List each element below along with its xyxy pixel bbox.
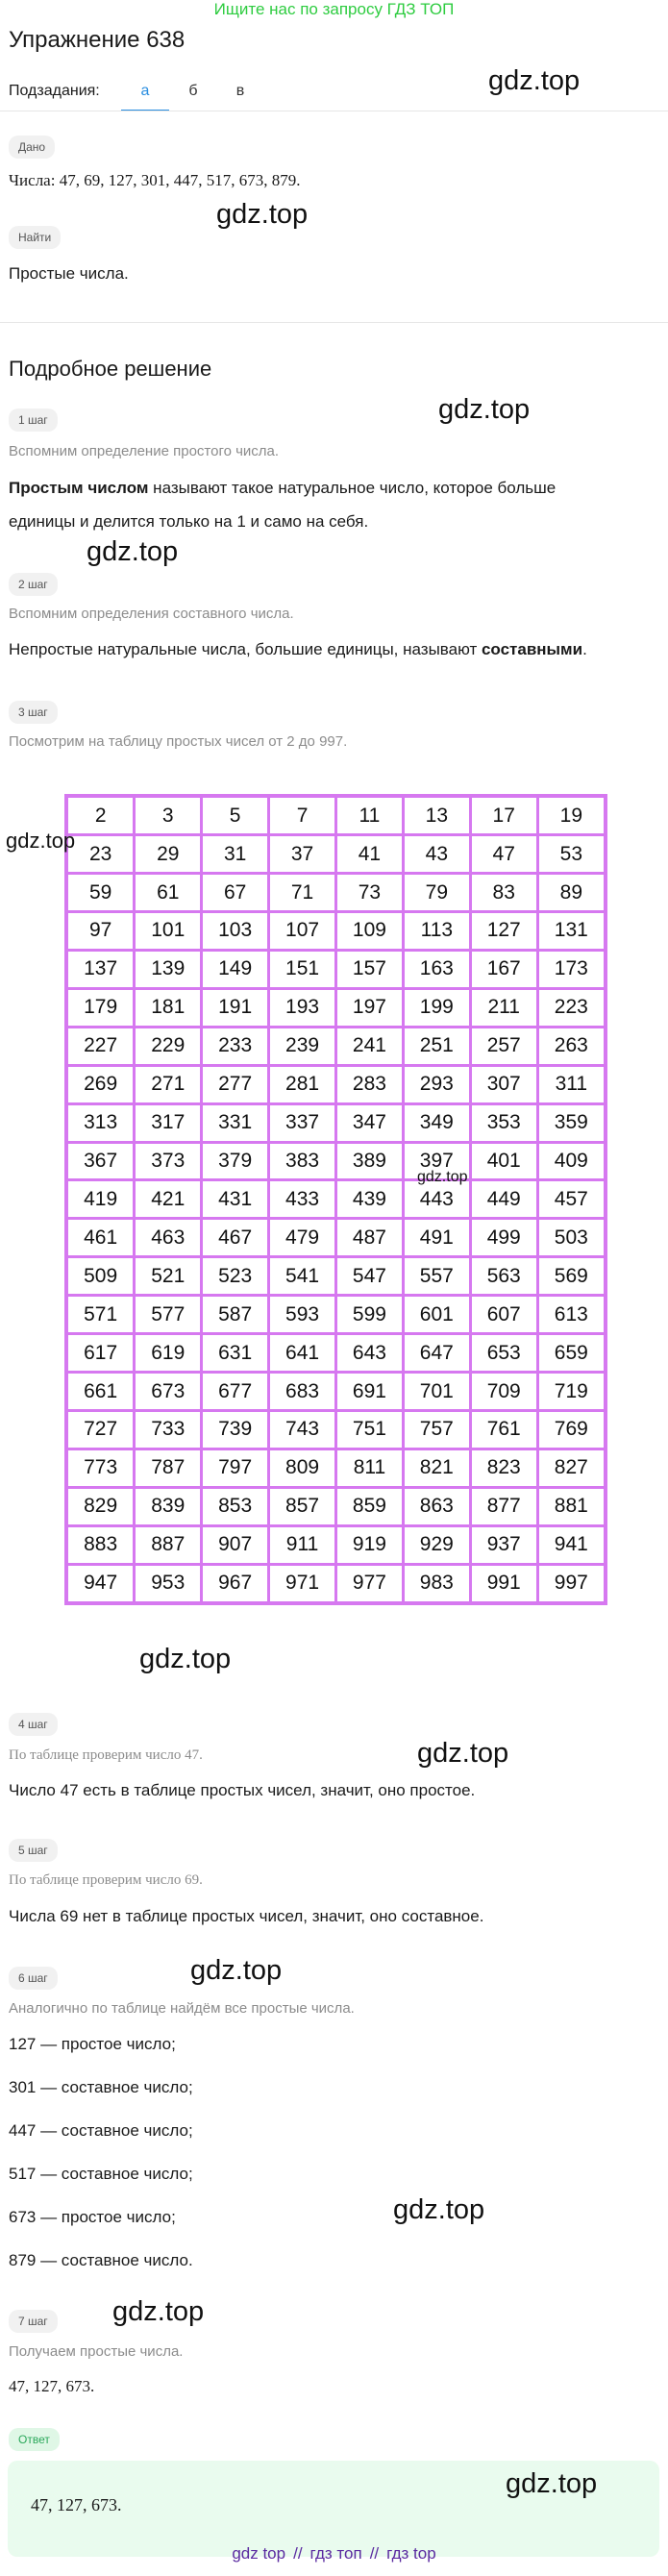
prime-cell: 239 bbox=[269, 1027, 336, 1065]
result-line: 301 — составное число; bbox=[9, 2078, 193, 2096]
primes-row bbox=[66, 1410, 606, 1449]
watermark: gdz.top bbox=[112, 2296, 205, 2327]
prime-cell: 919 bbox=[335, 1525, 403, 1564]
prime-cell: 571 bbox=[66, 1296, 135, 1334]
step-1-badge-wrap bbox=[9, 409, 58, 432]
prime-cell: 59 bbox=[66, 874, 135, 912]
prime-cell: 829 bbox=[66, 1487, 135, 1525]
prime-cell: 271 bbox=[135, 1065, 202, 1103]
find-badge: Найти bbox=[9, 226, 61, 249]
find-text: Простые числа. bbox=[9, 264, 129, 283]
prime-cell: 3 bbox=[135, 796, 202, 835]
prime-cell: 647 bbox=[403, 1334, 470, 1373]
prime-cell: 257 bbox=[470, 1027, 537, 1065]
prime-cell: 389 bbox=[335, 1142, 403, 1180]
prime-cell: 383 bbox=[269, 1142, 336, 1180]
prime-cell: 61 bbox=[135, 874, 202, 912]
prime-cell: 509 bbox=[66, 1257, 135, 1296]
prime-cell: 37 bbox=[269, 835, 336, 874]
given-text: Числа: 47, 69, 127, 301, 447, 517, 673, 879. bbox=[9, 171, 301, 189]
prime-cell: 283 bbox=[335, 1065, 403, 1103]
prime-cell: 839 bbox=[135, 1487, 202, 1525]
prime-cell: 953 bbox=[135, 1564, 202, 1603]
prime-cell: 887 bbox=[135, 1525, 202, 1564]
prime-cell: 593 bbox=[269, 1296, 336, 1334]
answer-badge: Ответ bbox=[9, 2428, 60, 2451]
watermark: gdz.top bbox=[417, 1738, 509, 1769]
prime-cell: 241 bbox=[335, 1027, 403, 1065]
subtasks-label: Подзадания: bbox=[9, 83, 100, 99]
primes-row bbox=[66, 796, 606, 835]
prime-cell: 229 bbox=[135, 1027, 202, 1065]
step-1-text-rest: называют такое натуральное число, которое больше bbox=[148, 479, 557, 497]
footer-link-gdz-top-ru[interactable]: гдз топ bbox=[309, 2544, 362, 2563]
prime-cell: 277 bbox=[202, 1065, 269, 1103]
prime-cell: 31 bbox=[202, 835, 269, 874]
prime-cell: 131 bbox=[537, 912, 606, 951]
step-7-hint: Получаем простые числа. bbox=[9, 2343, 184, 2360]
prime-cell: 743 bbox=[269, 1410, 336, 1449]
prime-cell: 547 bbox=[335, 1257, 403, 1296]
tab-subtask-v[interactable]: в bbox=[235, 83, 245, 99]
prime-cell: 997 bbox=[537, 1564, 606, 1603]
prime-cell: 587 bbox=[202, 1296, 269, 1334]
step-2-text-end: . bbox=[582, 640, 587, 658]
prime-cell: 251 bbox=[403, 1027, 470, 1065]
prime-cell: 773 bbox=[66, 1449, 135, 1487]
prime-cell: 13 bbox=[403, 796, 470, 835]
footer-separator: // bbox=[369, 2544, 380, 2563]
prime-cell: 739 bbox=[202, 1410, 269, 1449]
step-2-badge: 2 шаг bbox=[9, 573, 58, 596]
prime-cell: 149 bbox=[202, 950, 269, 988]
prime-cell: 137 bbox=[66, 950, 135, 988]
prime-cell: 353 bbox=[470, 1103, 537, 1142]
step-6-badge: 6 шаг bbox=[9, 1967, 58, 1990]
prime-cell: 307 bbox=[470, 1065, 537, 1103]
prime-cell: 577 bbox=[135, 1296, 202, 1334]
prime-cell: 47 bbox=[470, 835, 537, 874]
prime-term: Простым числом bbox=[9, 479, 149, 497]
prime-cell: 563 bbox=[470, 1257, 537, 1296]
prime-cell: 41 bbox=[335, 835, 403, 874]
prime-cell: 53 bbox=[537, 835, 606, 874]
prime-cell: 823 bbox=[470, 1449, 537, 1487]
prime-cell: 479 bbox=[269, 1219, 336, 1257]
tab-subtask-b[interactable]: б bbox=[188, 83, 198, 99]
prime-cell: 853 bbox=[202, 1487, 269, 1525]
prime-cell: 457 bbox=[537, 1180, 606, 1219]
prime-cell: 89 bbox=[537, 874, 606, 912]
prime-cell: 419 bbox=[66, 1180, 135, 1219]
find-badge-wrap bbox=[9, 226, 61, 249]
watermark: gdz.top bbox=[216, 199, 309, 230]
primes-row bbox=[66, 1564, 606, 1603]
step-2-text bbox=[9, 640, 587, 659]
prime-cell: 491 bbox=[403, 1219, 470, 1257]
prime-cell: 809 bbox=[269, 1449, 336, 1487]
prime-cell: 733 bbox=[135, 1410, 202, 1449]
step-3-hint: Посмотрим на таблицу простых чисел от 2 до 997. bbox=[9, 733, 348, 750]
primes-row bbox=[66, 1449, 606, 1487]
prime-cell: 877 bbox=[470, 1487, 537, 1525]
prime-cell: 199 bbox=[403, 988, 470, 1027]
prime-cell: 227 bbox=[66, 1027, 135, 1065]
prime-cell: 991 bbox=[470, 1564, 537, 1603]
step-5-text: Числа 69 нет в таблице простых чисел, значит, оно составное. bbox=[9, 1907, 484, 1925]
step-6-hint: Аналогично по таблице найдём все простые числа. bbox=[9, 2000, 355, 2017]
prime-cell: 421 bbox=[135, 1180, 202, 1219]
prime-cell: 757 bbox=[403, 1410, 470, 1449]
prime-cell: 607 bbox=[470, 1296, 537, 1334]
prime-cell: 181 bbox=[135, 988, 202, 1027]
prime-cell: 5 bbox=[202, 796, 269, 835]
prime-cell: 113 bbox=[403, 912, 470, 951]
primes-row bbox=[66, 1525, 606, 1564]
step-4-badge: 4 шаг bbox=[9, 1713, 58, 1736]
given-badge-wrap bbox=[9, 136, 55, 159]
prime-cell: 941 bbox=[537, 1525, 606, 1564]
watermark: gdz.top bbox=[417, 1169, 468, 1185]
primes-row bbox=[66, 1065, 606, 1103]
step-7-badge-wrap bbox=[9, 2310, 58, 2333]
prime-cell: 233 bbox=[202, 1027, 269, 1065]
result-line: 447 — составное число; bbox=[9, 2121, 193, 2140]
primes-table bbox=[64, 794, 607, 1605]
prime-cell: 619 bbox=[135, 1334, 202, 1373]
step-7-text: 47, 127, 673. bbox=[9, 2377, 95, 2395]
primes-row bbox=[66, 1487, 606, 1525]
prime-cell: 191 bbox=[202, 988, 269, 1027]
prime-cell: 43 bbox=[403, 835, 470, 874]
prime-cell: 709 bbox=[470, 1373, 537, 1411]
prime-cell: 857 bbox=[269, 1487, 336, 1525]
step-4-hint: По таблице проверим число 47. bbox=[9, 1747, 203, 1763]
answer-text: 47, 127, 673. bbox=[31, 2495, 122, 2514]
prime-cell: 197 bbox=[335, 988, 403, 1027]
prime-cell: 881 bbox=[537, 1487, 606, 1525]
prime-cell: 811 bbox=[335, 1449, 403, 1487]
prime-cell: 431 bbox=[202, 1180, 269, 1219]
primes-row bbox=[66, 874, 606, 912]
prime-cell: 617 bbox=[66, 1334, 135, 1373]
footer-link-gdz-top-mixed[interactable]: гдз top bbox=[386, 2544, 436, 2563]
prime-cell: 751 bbox=[335, 1410, 403, 1449]
divider bbox=[0, 322, 668, 323]
watermark: gdz.top bbox=[190, 1955, 283, 1986]
primes-row bbox=[66, 1180, 606, 1219]
step-7-badge: 7 шаг bbox=[9, 2310, 58, 2333]
prime-cell: 281 bbox=[269, 1065, 336, 1103]
top-banner[interactable]: Ищите нас по запросу ГДЗ ТОП bbox=[213, 0, 455, 18]
answer-badge-wrap bbox=[9, 2428, 60, 2451]
step-4-text: Число 47 есть в таблице простых чисел, значит, оно простое. bbox=[9, 1781, 476, 1799]
prime-cell: 727 bbox=[66, 1410, 135, 1449]
watermark: gdz.top bbox=[393, 2194, 485, 2225]
prime-cell: 983 bbox=[403, 1564, 470, 1603]
primes-row bbox=[66, 1373, 606, 1411]
watermark: gdz.top bbox=[438, 394, 531, 425]
prime-cell: 157 bbox=[335, 950, 403, 988]
prime-cell: 409 bbox=[537, 1142, 606, 1180]
prime-cell: 503 bbox=[537, 1219, 606, 1257]
prime-cell: 467 bbox=[202, 1219, 269, 1257]
tab-subtask-a[interactable]: а bbox=[121, 75, 169, 111]
prime-cell: 937 bbox=[470, 1525, 537, 1564]
prime-cell: 109 bbox=[335, 912, 403, 951]
prime-cell: 761 bbox=[470, 1410, 537, 1449]
prime-cell: 967 bbox=[202, 1564, 269, 1603]
prime-cell: 349 bbox=[403, 1103, 470, 1142]
prime-cell: 67 bbox=[202, 874, 269, 912]
step-2-text-main: Непростые натуральные числа, большие единицы, называют bbox=[9, 640, 482, 658]
prime-cell: 97 bbox=[66, 912, 135, 951]
step-1-text-line2: единицы и делится только на 1 и само на себя. bbox=[9, 512, 369, 531]
prime-cell: 101 bbox=[135, 912, 202, 951]
prime-cell: 83 bbox=[470, 874, 537, 912]
result-line: 517 — составное число; bbox=[9, 2165, 193, 2183]
watermark: gdz.top bbox=[87, 536, 179, 567]
watermark: gdz.top bbox=[488, 65, 581, 96]
primes-row bbox=[66, 1257, 606, 1296]
result-line: 673 — простое число; bbox=[9, 2208, 176, 2226]
prime-cell: 433 bbox=[269, 1180, 336, 1219]
primes-row bbox=[66, 912, 606, 951]
prime-cell: 541 bbox=[269, 1257, 336, 1296]
prime-cell: 167 bbox=[470, 950, 537, 988]
step-6-badge-wrap bbox=[9, 1967, 58, 1990]
prime-cell: 337 bbox=[269, 1103, 336, 1142]
prime-cell: 863 bbox=[403, 1487, 470, 1525]
prime-cell: 719 bbox=[537, 1373, 606, 1411]
prime-cell: 827 bbox=[537, 1449, 606, 1487]
prime-cell: 449 bbox=[470, 1180, 537, 1219]
primes-row bbox=[66, 1027, 606, 1065]
prime-cell: 523 bbox=[202, 1257, 269, 1296]
step-3-badge-wrap bbox=[9, 701, 58, 724]
prime-cell: 653 bbox=[470, 1334, 537, 1373]
step-2-badge-wrap bbox=[9, 573, 58, 596]
prime-cell: 631 bbox=[202, 1334, 269, 1373]
prime-cell: 2 bbox=[66, 796, 135, 835]
prime-cell: 683 bbox=[269, 1373, 336, 1411]
page-title: Упражнение 638 bbox=[9, 27, 186, 53]
prime-cell: 659 bbox=[537, 1334, 606, 1373]
prime-cell: 317 bbox=[135, 1103, 202, 1142]
step-1-text-line1 bbox=[9, 479, 556, 498]
primes-row bbox=[66, 1219, 606, 1257]
prime-cell: 661 bbox=[66, 1373, 135, 1411]
solution-title: Подробное решение bbox=[9, 357, 212, 381]
prime-cell: 79 bbox=[403, 874, 470, 912]
prime-cell: 701 bbox=[403, 1373, 470, 1411]
watermark: gdz.top bbox=[6, 829, 76, 853]
prime-cell: 599 bbox=[335, 1296, 403, 1334]
primes-row bbox=[66, 1296, 606, 1334]
prime-cell: 947 bbox=[66, 1564, 135, 1603]
prime-cell: 499 bbox=[470, 1219, 537, 1257]
watermark: gdz.top bbox=[506, 2468, 598, 2499]
prime-cell: 331 bbox=[202, 1103, 269, 1142]
composite-term: составными bbox=[481, 640, 583, 658]
prime-cell: 211 bbox=[470, 988, 537, 1027]
prime-cell: 821 bbox=[403, 1449, 470, 1487]
prime-cell: 613 bbox=[537, 1296, 606, 1334]
step-2-hint: Вспомним определения составного числа. bbox=[9, 606, 294, 622]
prime-cell: 769 bbox=[537, 1410, 606, 1449]
prime-cell: 439 bbox=[335, 1180, 403, 1219]
prime-cell: 691 bbox=[335, 1373, 403, 1411]
prime-cell: 463 bbox=[135, 1219, 202, 1257]
prime-cell: 127 bbox=[470, 912, 537, 951]
prime-cell: 673 bbox=[135, 1373, 202, 1411]
prime-cell: 71 bbox=[269, 874, 336, 912]
step-5-badge: 5 шаг bbox=[9, 1839, 58, 1862]
result-line: 879 — составное число. bbox=[9, 2251, 193, 2269]
prime-cell: 11 bbox=[335, 796, 403, 835]
prime-cell: 7 bbox=[269, 796, 336, 835]
prime-cell: 359 bbox=[537, 1103, 606, 1142]
prime-cell: 139 bbox=[135, 950, 202, 988]
prime-cell: 107 bbox=[269, 912, 336, 951]
prime-cell: 29 bbox=[135, 835, 202, 874]
result-line: 127 — простое число; bbox=[9, 2035, 176, 2053]
prime-cell: 103 bbox=[202, 912, 269, 951]
step-1-badge: 1 шаг bbox=[9, 409, 58, 432]
footer-link-gdz-top[interactable]: gdz top bbox=[232, 2544, 286, 2563]
prime-cell: 73 bbox=[335, 874, 403, 912]
prime-cell: 269 bbox=[66, 1065, 135, 1103]
primes-row bbox=[66, 1103, 606, 1142]
primes-row bbox=[66, 1142, 606, 1180]
footer-links bbox=[0, 2544, 668, 2564]
prime-cell: 797 bbox=[202, 1449, 269, 1487]
watermark: gdz.top bbox=[139, 1644, 232, 1674]
prime-cell: 911 bbox=[269, 1525, 336, 1564]
prime-cell: 293 bbox=[403, 1065, 470, 1103]
step-1-hint: Вспомним определение простого числа. bbox=[9, 443, 280, 459]
prime-cell: 557 bbox=[403, 1257, 470, 1296]
prime-cell: 347 bbox=[335, 1103, 403, 1142]
prime-cell: 443 bbox=[403, 1180, 470, 1219]
prime-cell: 379 bbox=[202, 1142, 269, 1180]
prime-cell: 263 bbox=[537, 1027, 606, 1065]
prime-cell: 19 bbox=[537, 796, 606, 835]
prime-cell: 179 bbox=[66, 988, 135, 1027]
footer-separator: // bbox=[293, 2544, 303, 2563]
prime-cell: 313 bbox=[66, 1103, 135, 1142]
prime-cell: 521 bbox=[135, 1257, 202, 1296]
prime-cell: 17 bbox=[470, 796, 537, 835]
step-5-hint: По таблице проверим число 69. bbox=[9, 1872, 203, 1888]
prime-cell: 643 bbox=[335, 1334, 403, 1373]
prime-cell: 163 bbox=[403, 950, 470, 988]
prime-cell: 929 bbox=[403, 1525, 470, 1564]
prime-cell: 397 bbox=[403, 1142, 470, 1180]
step-3-badge: 3 шаг bbox=[9, 701, 58, 724]
prime-cell: 367 bbox=[66, 1142, 135, 1180]
prime-cell: 173 bbox=[537, 950, 606, 988]
prime-cell: 401 bbox=[470, 1142, 537, 1180]
prime-cell: 641 bbox=[269, 1334, 336, 1373]
prime-cell: 977 bbox=[335, 1564, 403, 1603]
given-badge: Дано bbox=[9, 136, 55, 159]
prime-cell: 677 bbox=[202, 1373, 269, 1411]
primes-row bbox=[66, 950, 606, 988]
primes-row bbox=[66, 835, 606, 874]
step-5-badge-wrap bbox=[9, 1839, 58, 1862]
prime-cell: 859 bbox=[335, 1487, 403, 1525]
primes-row bbox=[66, 1334, 606, 1373]
step-4-badge-wrap bbox=[9, 1713, 58, 1736]
primes-row bbox=[66, 988, 606, 1027]
prime-cell: 311 bbox=[537, 1065, 606, 1103]
prime-cell: 883 bbox=[66, 1525, 135, 1564]
prime-cell: 461 bbox=[66, 1219, 135, 1257]
prime-cell: 223 bbox=[537, 988, 606, 1027]
prime-cell: 971 bbox=[269, 1564, 336, 1603]
prime-cell: 487 bbox=[335, 1219, 403, 1257]
prime-cell: 193 bbox=[269, 988, 336, 1027]
prime-cell: 151 bbox=[269, 950, 336, 988]
prime-cell: 601 bbox=[403, 1296, 470, 1334]
prime-cell: 907 bbox=[202, 1525, 269, 1564]
prime-cell: 787 bbox=[135, 1449, 202, 1487]
prime-cell: 23 bbox=[66, 835, 135, 874]
prime-cell: 569 bbox=[537, 1257, 606, 1296]
prime-cell: 373 bbox=[135, 1142, 202, 1180]
